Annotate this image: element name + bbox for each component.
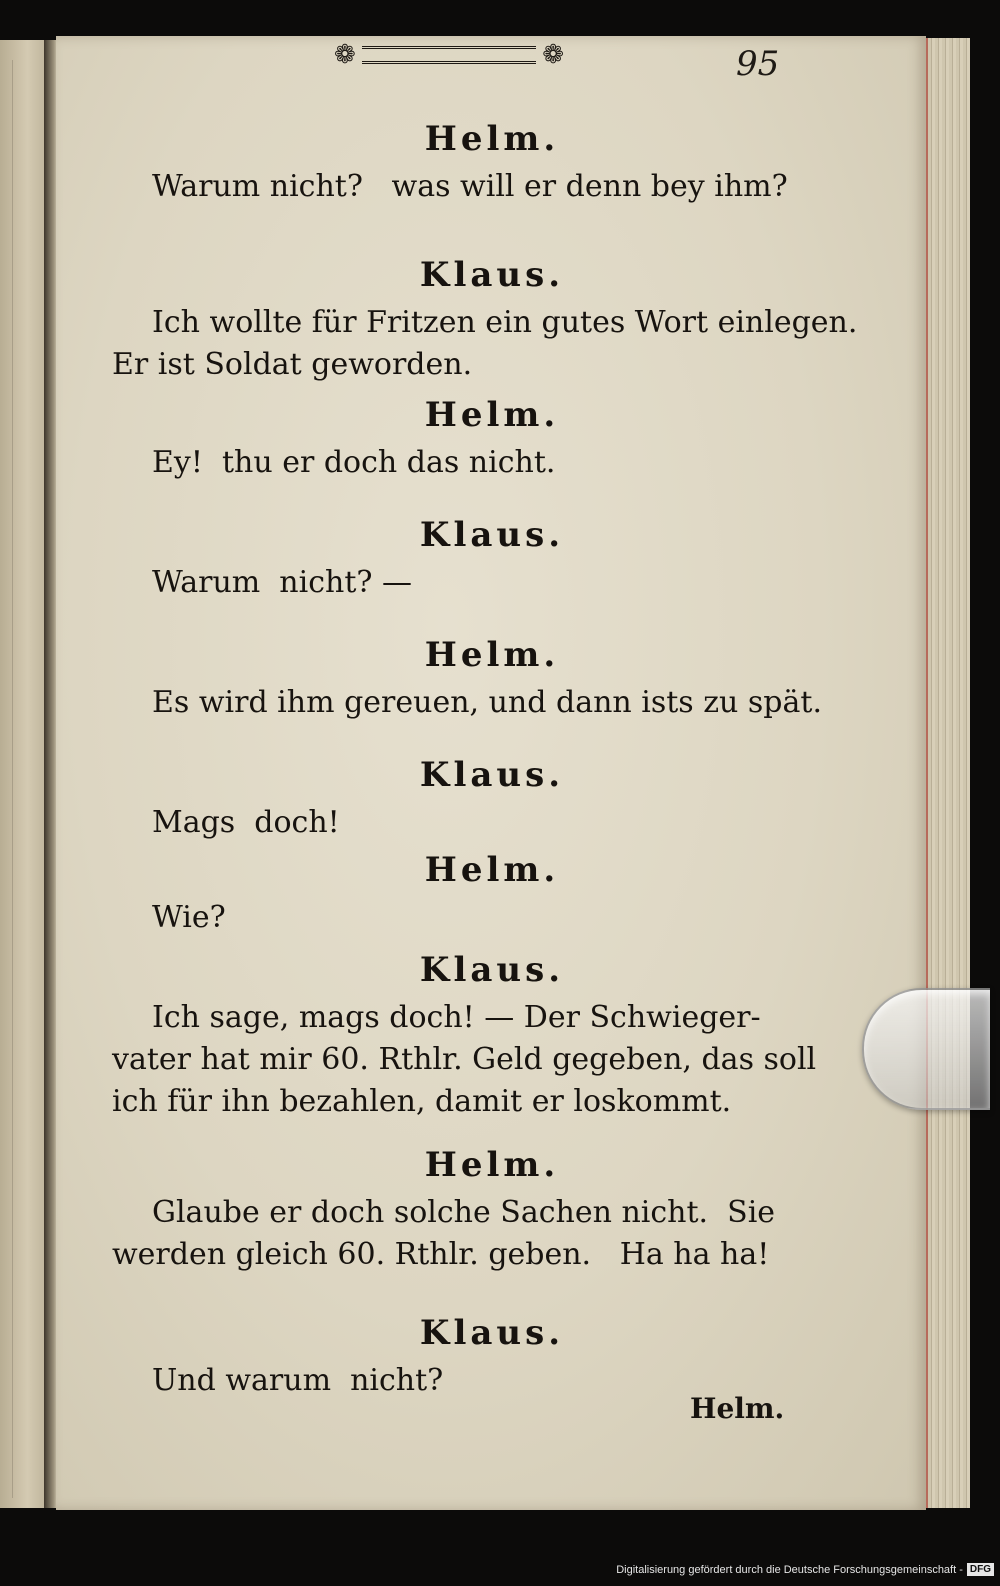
speech-line: vater hat mir 60. Rthlr. Geld gegeben, das soll bbox=[112, 1042, 817, 1077]
speech-line: Es wird ihm gereuen, und dann ists zu spät. bbox=[152, 685, 822, 720]
speaker-name: Klaus. bbox=[419, 515, 565, 555]
speaker-name: Helm. bbox=[424, 119, 560, 159]
ornament-rule bbox=[362, 46, 536, 64]
speech-line: Ey! thu er doch das nicht. bbox=[152, 445, 556, 480]
speaker-name: Helm. bbox=[424, 635, 560, 675]
speech-line: ich für ihn bezahlen, damit er loskommt. bbox=[112, 1084, 732, 1119]
speaker-name: Helm. bbox=[424, 1145, 560, 1185]
footer-credit bbox=[616, 1563, 994, 1576]
speaker-name: Klaus. bbox=[419, 1313, 565, 1353]
speaker-name: Helm. bbox=[424, 395, 560, 435]
speech-line: Er ist Soldat geworden. bbox=[112, 347, 473, 382]
ornament-flower-icon: ❁ bbox=[542, 40, 564, 70]
page-stack-edges bbox=[926, 38, 970, 1508]
speech-line: Warum nicht? was will er denn bey ihm? bbox=[152, 169, 788, 204]
speech-line: Mags doch! bbox=[152, 805, 340, 840]
speech-line: Ich wollte für Fritzen ein gutes Wort einlegen. bbox=[152, 305, 858, 340]
speaker-name: Klaus. bbox=[419, 755, 565, 795]
dfg-logo: DFG bbox=[967, 1563, 994, 1576]
speech-line: Wie? bbox=[152, 900, 226, 935]
speech-line: Ich sage, mags doch! — Der Schwieger- bbox=[152, 1000, 761, 1035]
book-clip bbox=[862, 988, 990, 1110]
page-number: 95 bbox=[736, 44, 780, 84]
left-page-edge bbox=[0, 40, 48, 1508]
header-ornament bbox=[334, 42, 564, 68]
speech-line: Glaube er doch solche Sachen nicht. Sie bbox=[152, 1195, 776, 1230]
speaker-name: Klaus. bbox=[419, 255, 565, 295]
footer-text: Digitalisierung gefördert durch die Deutsche Forschungsgemeinschaft - bbox=[616, 1563, 963, 1576]
speech-line: Warum nicht? — bbox=[152, 565, 413, 600]
speech-line: Und warum nicht? bbox=[152, 1363, 444, 1398]
ornament-flower-icon: ❁ bbox=[334, 40, 356, 70]
speech-line: werden gleich 60. Rthlr. geben. Ha ha ha! bbox=[112, 1237, 770, 1272]
speaker-name: Klaus. bbox=[419, 950, 565, 990]
speaker-name: Helm. bbox=[424, 850, 560, 890]
catchword: Helm. bbox=[690, 1392, 785, 1425]
